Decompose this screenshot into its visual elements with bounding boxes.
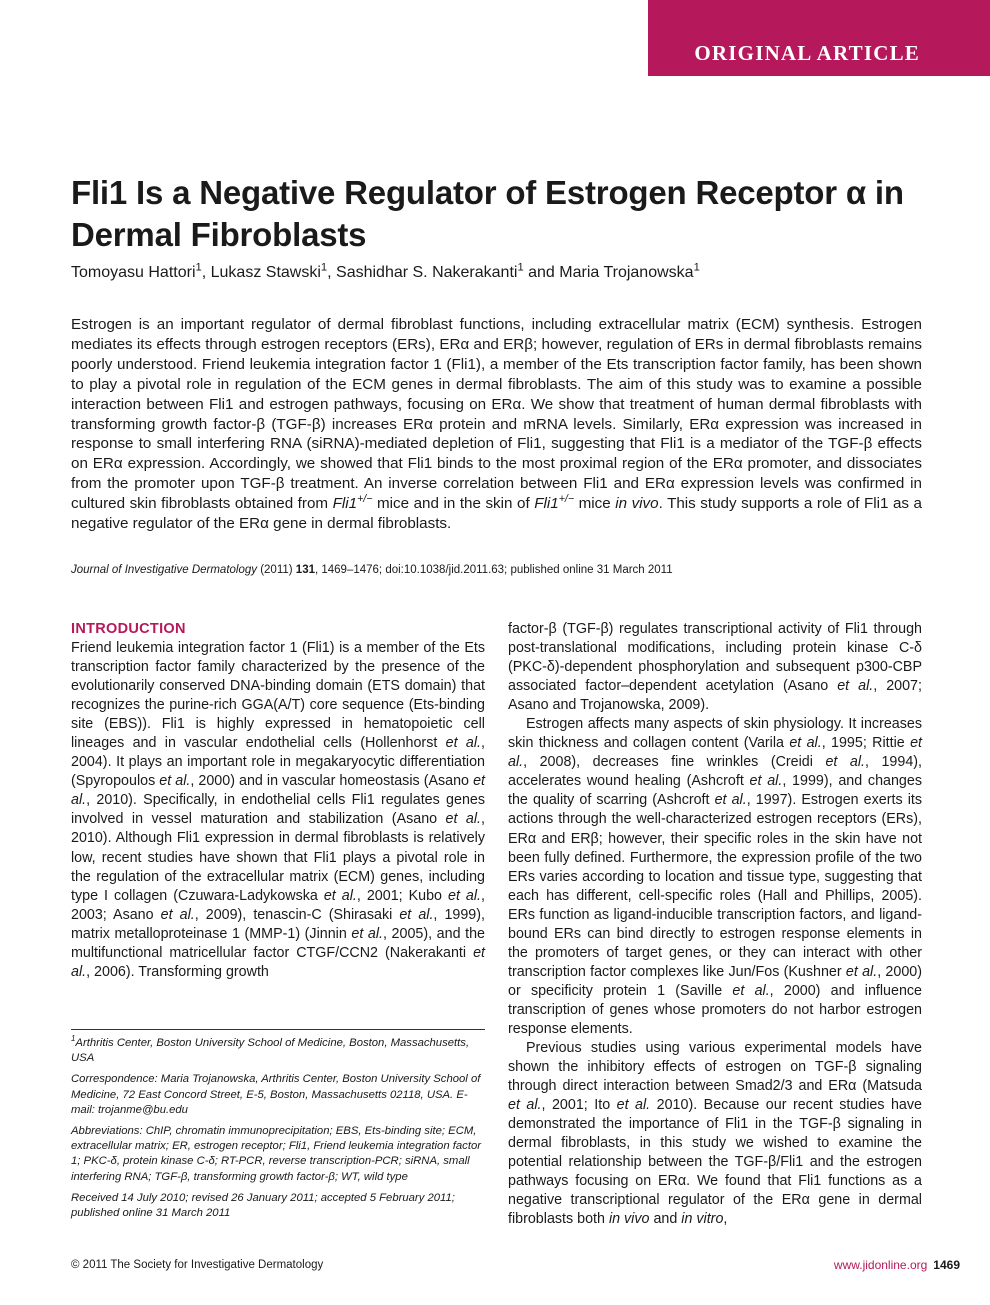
citation-italic: et al. (749, 773, 783, 790)
citation-volume: 131 (295, 564, 315, 576)
citation-italic: et al. (789, 735, 822, 752)
abstract-text: mice and in the skin of (372, 495, 535, 513)
citation-italic: et al. (445, 811, 482, 828)
author-name: Lukasz Stawski (210, 264, 321, 281)
body-text: , 2000) or specificity protein 1 (Saville (508, 963, 922, 999)
author-separator: and (523, 264, 560, 281)
author-affiliation-sup: 1 (320, 261, 328, 274)
journal-name: Journal of Investigative Dermatology (71, 564, 258, 576)
citation-italic: et al. (714, 792, 747, 809)
citation-italic: et al. (508, 735, 922, 771)
citation-italic: et al. (71, 944, 485, 980)
intro-paragraph (508, 715, 922, 1039)
article-type-banner (648, 0, 990, 76)
intro-paragraph (508, 1039, 922, 1229)
body-text: , 2010). Although Fli1 expression in dermal fibroblasts is relatively low, recent studies have shown that Fli1 plays a pivotal role in the regulation of the extracellular matrix (ECM) genes, including type I collagen (Czuwara-Ladykowska (71, 811, 485, 904)
body-text: , 2006). Transforming growth (86, 963, 269, 980)
abstract-text: mice (574, 495, 616, 513)
author-affiliation-sup: 1 (517, 261, 524, 274)
citation-italic: et al. (351, 925, 383, 942)
body-text: , 2008), decreases fine wrinkles (Creidi (523, 754, 826, 771)
genotype-sup: +/− (558, 493, 575, 506)
citation-italic: et al. (445, 735, 482, 752)
section-heading-introduction: INTRODUCTION (71, 621, 186, 637)
page-number: 1469 (933, 1258, 960, 1272)
citation-italic: et al. (399, 906, 434, 923)
footnote-divider (71, 1029, 485, 1030)
citation-italic: et al. (323, 887, 357, 904)
body-text: factor-β (TGF-β) regulates transcriptional activity of Fli1 through post-translational modifications, including protein kinase C-δ (PKC-δ)-dependent phosphorylation and subsequent p300-CBP associated factor–dependent acetylation (Asano (508, 621, 922, 695)
author-list (71, 262, 951, 284)
body-text: , (723, 1211, 728, 1228)
body-text: , 2000) and in vascular homeostasis (Asano (190, 773, 474, 790)
citation-italic: et al. (616, 1097, 651, 1114)
body-text: , 2007; Asano and Trojanowska, 2009). (508, 678, 922, 714)
author-name: Tomoyasu Hattori (71, 264, 196, 281)
genotype-sup: +/− (357, 493, 373, 506)
citation-italic: et al. (845, 963, 878, 980)
journal-citation (71, 562, 922, 578)
author-separator: , (201, 264, 211, 281)
author-name: Maria Trojanowska (559, 264, 694, 281)
journal-url-link[interactable]: www.jidonline.org (833, 1258, 928, 1272)
body-text: 2010). Because our recent studies have demonstrated the importance of Fli1 in the TGF-β signaling in dermal fibroblasts, in this study we wished to examine the potential relationship between the TGF-β/Fli1 and the estrogen pathways focusing on ERα. We found that Fli1 functions as a negative transcriptional regulator of the ERα gene in dermal fibroblasts both (508, 1097, 922, 1228)
citation-italic: et al. (159, 773, 191, 790)
body-text: , 1997). Estrogen exerts its actions through the well-characterized estrogen receptors (ERs), ERα and ERβ; however, their specific roles in the skin have not been fully defined. Furthermore, the expression profile of the two ERs varies according to location and tissue type, suggesting that each has different, cell-specific roles (Hall and Phillips, 2005). ERs function as ligand-inducible transcription factors, and ligand-bound ERs can bind directly to estrogen response elements in the promoters of target genes, or they can interact with other transcription factor complexes like Jun/Fos (Kushner (508, 792, 922, 980)
citation-italic: in vivo (608, 1211, 650, 1228)
citation-italic: et al. (825, 754, 865, 771)
footnotes (71, 1036, 485, 1227)
body-text: , 1994), accelerates wound healing (Ashcroft (508, 754, 923, 790)
citation-italic: et al. (71, 773, 485, 809)
affiliation-note (71, 1036, 485, 1066)
body-text: , 1999), matrix metalloproteinase 1 (MMP-1) (Jinnin (71, 906, 485, 942)
gene-name: Fli1 (534, 495, 559, 513)
abstract (71, 315, 922, 534)
affiliation-sup: 1 (71, 1034, 76, 1044)
body-text: , 2009), tenascin-C (Shirasaki (194, 906, 400, 923)
body-text: Previous studies using various experimental models have shown the inhibitory effects of estrogen on TGF-β signaling through direct interaction between Smad2/3 and ERα (Matsuda (508, 1040, 922, 1095)
intro-paragraph (71, 639, 485, 982)
gene-name: Fli1 (332, 495, 358, 513)
article-title: Fli1 Is a Negative Regulator of Estrogen Receptor α in Dermal Fibroblasts (71, 174, 904, 253)
body-text: , 2005), and the multifunctional matricellular factor CTGF/CCN2 (Nakerakanti (71, 925, 486, 961)
citation-italic: et al. (448, 887, 482, 904)
intro-paragraph (508, 620, 922, 715)
right-column (508, 620, 922, 1230)
body-text: , 2000) and influence transcription of genes whose promoters do not harbor estrogen response elements. (508, 982, 922, 1037)
copyright: © 2011 The Society for Investigative Dermatology (71, 1259, 324, 1271)
author-affiliation-sup: 1 (195, 261, 202, 274)
abstract-text: . This study supports a role of Fli1 as a negative regulator of the ERα gene in dermal fibroblasts. (71, 495, 922, 533)
body-text: , 2001; Kubo (356, 887, 448, 904)
citation-italic: in vitro (681, 1211, 724, 1228)
citation-details: , 1469–1476; doi:10.1038/jid.2011.63; published online 31 March 2011 (314, 564, 673, 576)
body-text: , 2010). Specifically, in endothelial cells Fli1 regulates genes involved in vessel maturation and stabilization (Asano (71, 792, 485, 828)
citation-italic: et al. (508, 1097, 542, 1114)
body-text: , 2004). It plays an important role in megakaryocytic differentiation (Spyropoulos (71, 735, 485, 790)
left-column (71, 620, 485, 982)
citation-italic: et al. (837, 678, 874, 695)
article-type-label: ORIGINAL ARTICLE (694, 41, 920, 65)
body-text: , 1999), and changes the quality of scarring (Ashcroft (508, 773, 922, 809)
abstract-italic: in vivo (615, 495, 659, 513)
affiliation-text: Arthritis Center, Boston University School of Medicine, Boston, Massachusetts, USA (71, 1037, 470, 1065)
footer-right (834, 1258, 960, 1272)
correspondence-note: Correspondence: Maria Trojanowska, Arthritis Center, Boston University School of Medicine, 72 East Concord Street, E-5, Boston, Massachusetts 02118, USA. E-mail: trojanme@bu.edu (71, 1073, 481, 1116)
abstract-text: Estrogen is an important regulator of dermal fibroblast functions, including extracellular matrix (ECM) synthesis. Estrogen mediates its effects through estrogen receptors (ERs), ERα and ERβ; however, regulation of ERs in dermal fibroblasts remains poorly understood. Friend leukemia integration factor 1 (Fli1), a member of the Ets transcription factor family, has been shown to play a pivotal role in regulation of the ECM genes in dermal fibroblasts. The aim of this study was to examine a possible interaction between Fli1 and estrogen pathways, focusing on ERα. We show that treatment of human dermal fibroblasts with transforming growth factor-β (TGF-β) increases ERα protein and mRNA levels. Similarly, ERα expression was increased in response to small interfering RNA (siRNA)-mediated depletion of Fli1, suggesting that Fli1 is a mediator of the TGF-β effects on ERα expression. Accordingly, we showed that Fli1 binds to the most proximal region of the ERα promoter, and dissociates from the promoter upon TGF-β treatment. An inverse correlation between Fli1 and ERα expression levels was confirmed in cultured skin fibroblasts obtained from (71, 316, 922, 513)
body-text: Friend leukemia integration factor 1 (Fli1) is a member of the Ets transcription factor family characterized by the presence of the evolutionarily conserved DNA-binding domain (ETS domain) that recognizes the purine-rich GGA(A/T) core sequence (Ets-binding site (EBS)). Fli1 is highly expressed in hematopoietic cell lineages and in vascular endothelial cells (Hollenhorst (71, 640, 485, 752)
body-text: Estrogen affects many aspects of skin physiology. It increases skin thickness and collagen content (Varila (508, 716, 922, 752)
body-text: , 2003; Asano (71, 887, 486, 923)
citation-italic: et al. (160, 906, 195, 923)
author-affiliation-sup: 1 (693, 261, 700, 274)
author-separator: , (327, 264, 337, 281)
body-text: , 2001; Ito (541, 1097, 617, 1114)
body-text: , 1995; Rittie (821, 735, 911, 752)
received-note: Received 14 July 2010; revised 26 January 2011; accepted 5 February 2011; published online 31 March 2011 (71, 1191, 455, 1220)
body-text: and (649, 1211, 682, 1228)
abbreviations-note: Abbreviations: ChIP, chromatin immunoprecipitation; EBS, Ets-binding site; ECM, extracellular matrix; ER, estrogen receptor; Fli1, Friend leukemia integration factor 1; PKC-δ, protein kinase C-δ; RT-PCR, reverse transcription-PCR; siRNA, small interfering RNA; TGF-β, transforming growth factor-β; WT, wild type (71, 1125, 481, 1183)
citation-year: (2011) (257, 564, 296, 576)
citation-italic: et al. (732, 982, 770, 999)
author-name: Sashidhar S. Nakerakanti (336, 264, 518, 281)
